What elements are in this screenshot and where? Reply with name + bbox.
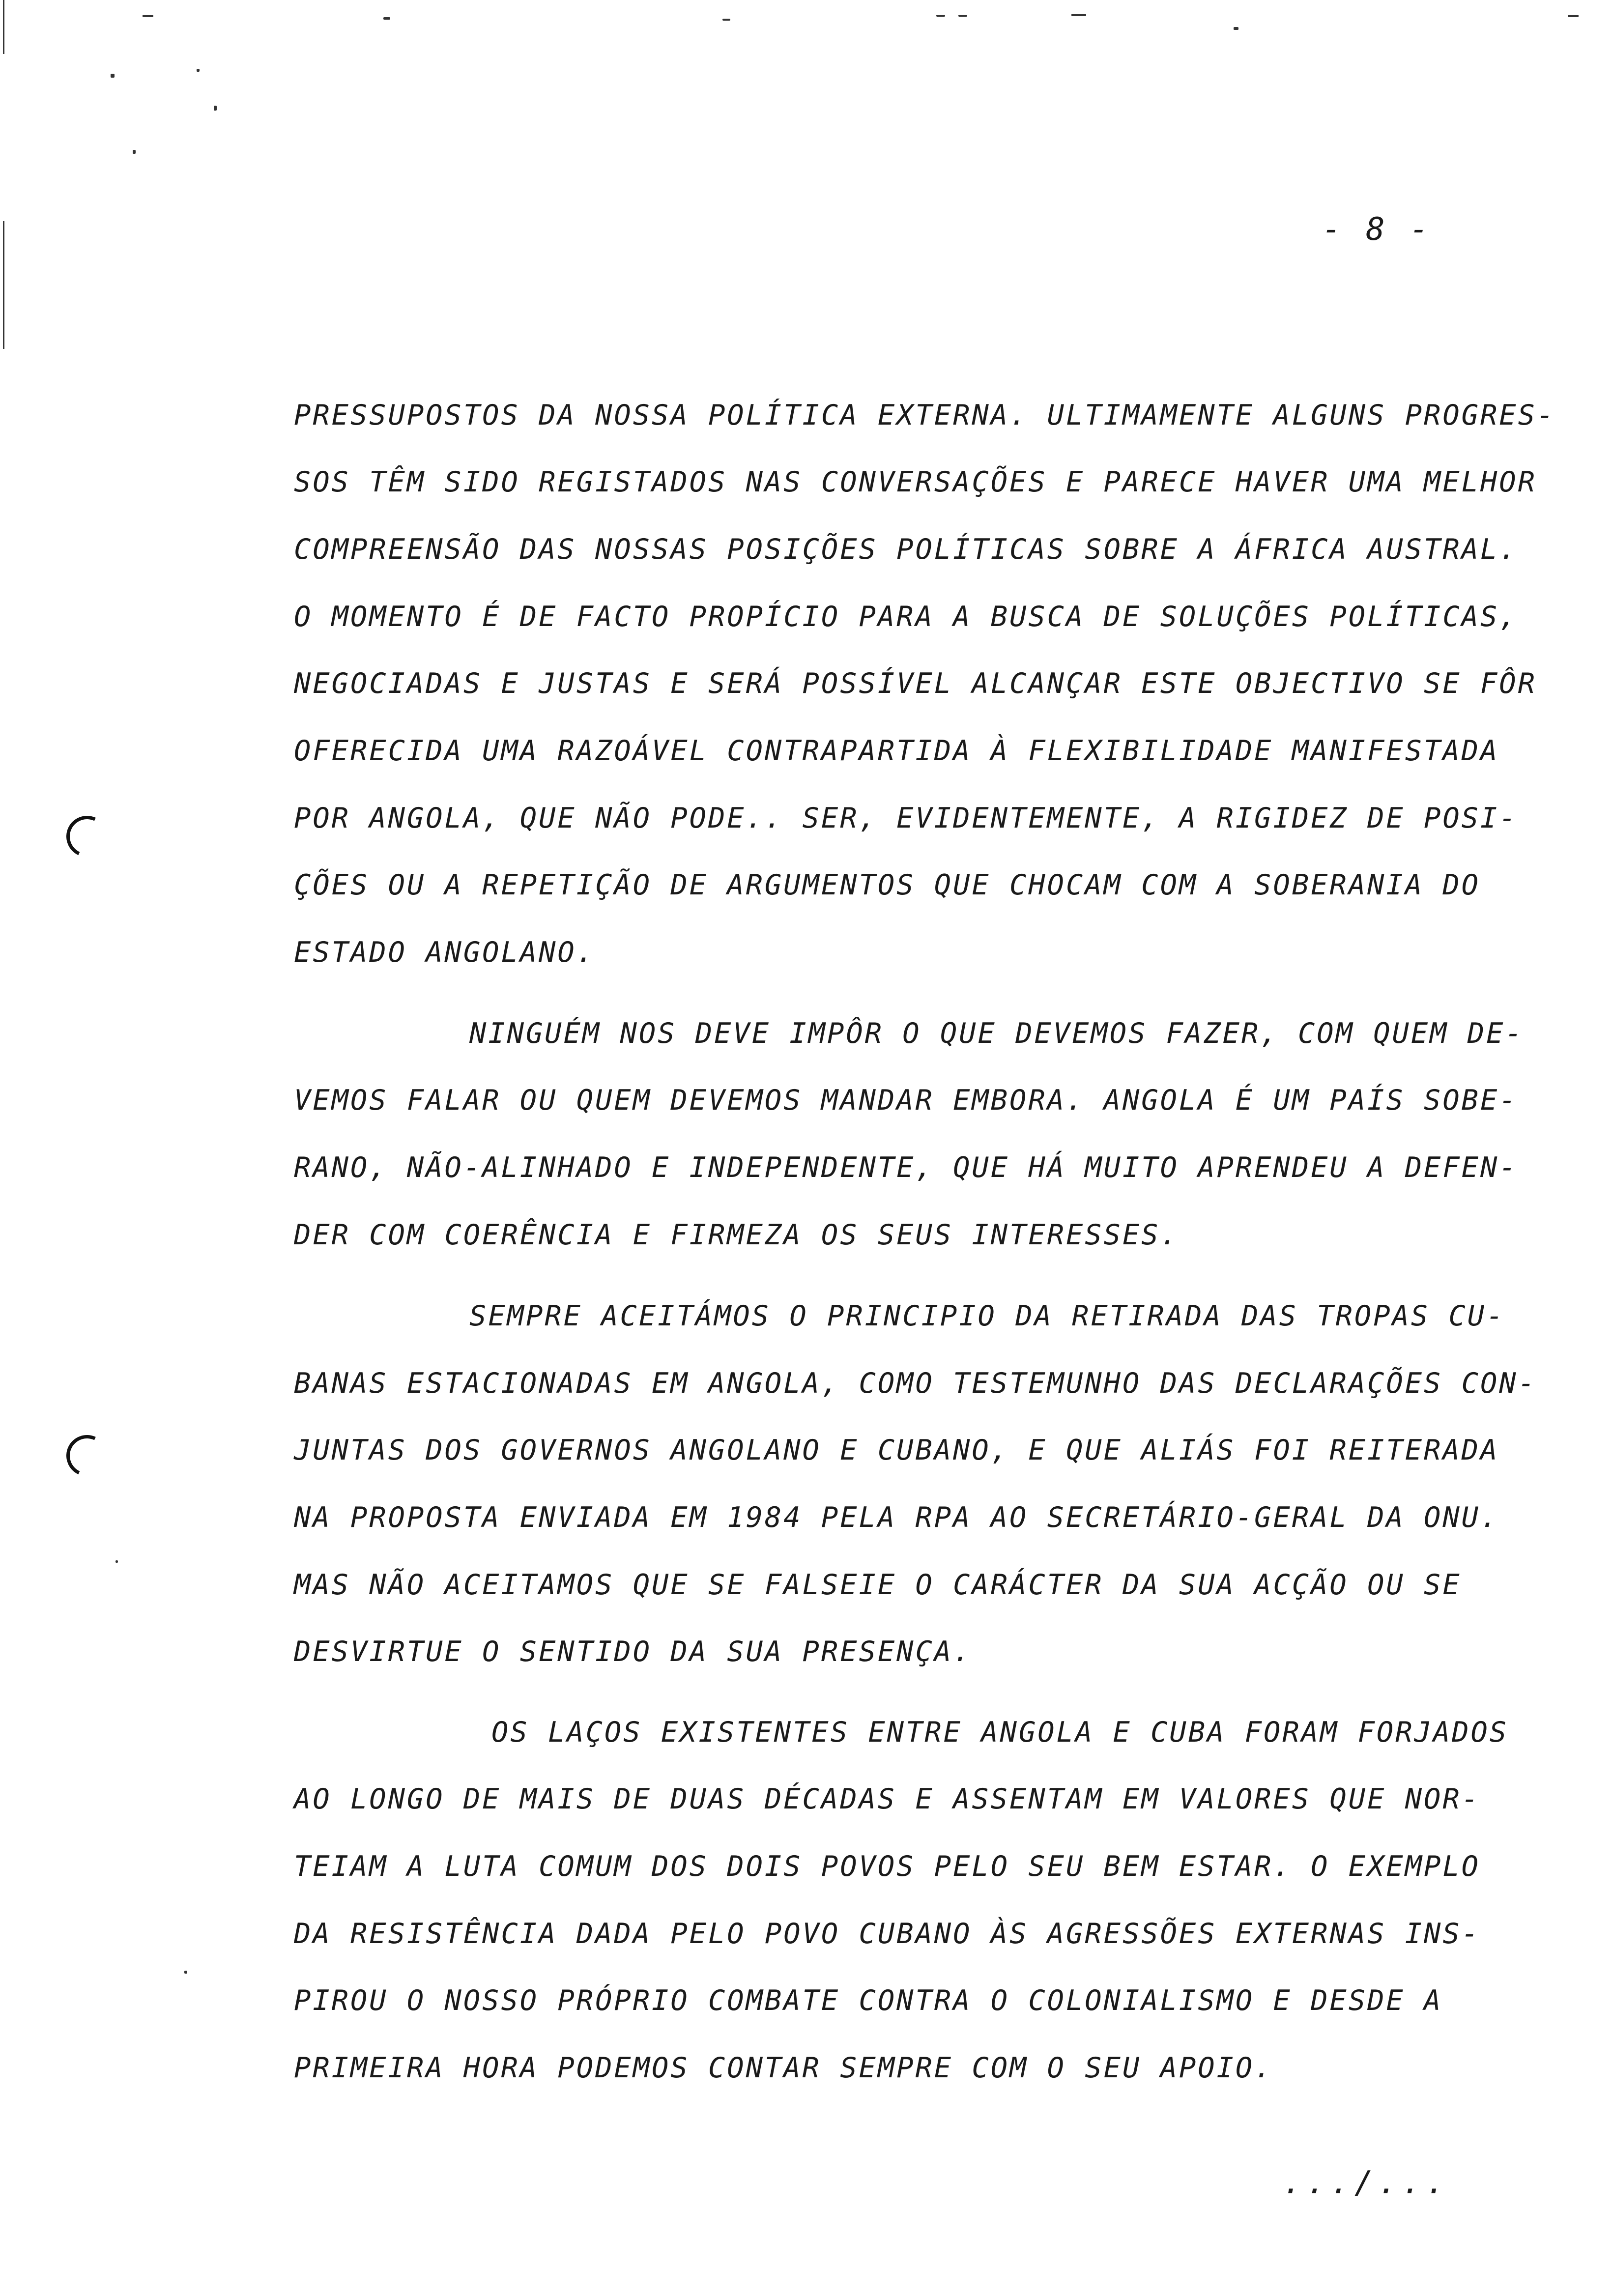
text-line: NINGUÉM NOS DEVE IMPÔR O QUE DEVEMOS FAZER, COM QUEM DE- xyxy=(469,1017,1524,1050)
text-line: MAS NÃO ACEITAMOS QUE SE FALSEIE O CARÁCTER DA SUA ACÇÃO OU SE xyxy=(294,1569,1462,1601)
text-line: RANO, NÃO-ALINHADO E INDEPENDENTE, QUE HÁ MUITO APRENDEU A DEFEN- xyxy=(294,1151,1518,1184)
page-number: - 8 - xyxy=(1322,211,1432,248)
scan-speck xyxy=(1234,27,1238,30)
text-line: TEIAM A LUTA COMUM DOS DOIS POVOS PELO SEU BEM ESTAR. O EXEMPLO xyxy=(294,1850,1480,1883)
scan-speck xyxy=(133,150,136,154)
text-line: BANAS ESTACIONADAS EM ANGOLA, COMO TESTEMUNHO DAS DECLARAÇÕES CON- xyxy=(294,1367,1537,1400)
text-line: PRESSUPOSTOS DA NOSSA POLÍTICA EXTERNA. ULTIMAMENTE ALGUNS PROGRES- xyxy=(294,399,1556,431)
scan-speck xyxy=(115,1560,118,1563)
scan-edge-line xyxy=(3,0,4,54)
text-line: JUNTAS DOS GOVERNOS ANGOLANO E CUBANO, E QUE ALIÁS FOI REITERADA xyxy=(294,1434,1499,1466)
continuation-mark: .../... xyxy=(1283,2165,1450,2201)
text-line: OS LAÇOS EXISTENTES ENTRE ANGOLA E CUBA FORAM FORJADOS xyxy=(491,1716,1509,1749)
text-line: DER COM COERÊNCIA E FIRMEZA OS SEUS INTERESSES. xyxy=(294,1219,1179,1251)
scan-speck xyxy=(111,74,115,78)
text-line: DA RESISTÊNCIA DADA PELO POVO CUBANO ÀS AGRESSÕES EXTERNAS INS- xyxy=(294,1918,1480,1950)
scan-edge-line xyxy=(3,221,4,349)
text-line: DESVIRTUE O SENTIDO DA SUA PRESENÇA. xyxy=(294,1636,972,1668)
scan-speck xyxy=(936,15,945,17)
scan-speck xyxy=(143,15,153,17)
text-line: VEMOS FALAR OU QUEM DEVEMOS MANDAR EMBORA. ANGOLA É UM PAÍS SOBE- xyxy=(294,1084,1518,1117)
binder-hole-mark xyxy=(60,1429,114,1482)
text-line: PRIMEIRA HORA PODEMOS CONTAR SEMPRE COM O SEU APOIO. xyxy=(294,2052,1273,2084)
scan-speck xyxy=(958,15,967,17)
text-line: POR ANGOLA, QUE NÃO PODE.. SER, EVIDENTEMENTE, A RIGIDEZ DE POSI- xyxy=(294,802,1518,834)
text-line: SOS TÊM SIDO REGISTADOS NAS CONVERSAÇÕES E PARECE HAVER UMA MELHOR xyxy=(294,466,1537,498)
scan-speck xyxy=(214,106,217,111)
binder-hole-mark xyxy=(60,810,114,863)
text-line: ÇÕES OU A REPETIÇÃO DE ARGUMENTOS QUE CHOCAM COM A SOBERANIA DO xyxy=(294,869,1480,901)
text-line: NEGOCIADAS E JUSTAS E SERÁ POSSÍVEL ALCANÇAR ESTE OBJECTIVO SE FÔR xyxy=(294,667,1537,700)
scan-speck xyxy=(197,69,200,72)
scan-speck xyxy=(1071,14,1086,16)
text-line: ESTADO ANGOLANO. xyxy=(294,936,596,969)
scan-speck xyxy=(1568,15,1579,17)
text-line: COMPREENSÃO DAS NOSSAS POSIÇÕES POLÍTICAS SOBRE A ÁFRICA AUSTRAL. xyxy=(294,533,1518,566)
scan-speck xyxy=(383,17,390,20)
text-line: O MOMENTO É DE FACTO PROPÍCIO PARA A BUSCA DE SOLUÇÕES POLÍTICAS, xyxy=(294,601,1518,633)
text-line: SEMPRE ACEITÁMOS O PRINCIPIO DA RETIRADA DAS TROPAS CU- xyxy=(469,1300,1505,1332)
text-line: NA PROPOSTA ENVIADA EM 1984 PELA RPA AO SECRETÁRIO-GERAL DA ONU. xyxy=(294,1501,1499,1534)
scan-speck xyxy=(722,19,730,21)
scan-speck xyxy=(184,1971,187,1974)
text-line: OFERECIDA UMA RAZOÁVEL CONTRAPARTIDA À FLEXIBILIDADE MANIFESTADA xyxy=(294,735,1499,767)
text-line: PIROU O NOSSO PRÓPRIO COMBATE CONTRA O COLONIALISMO E DESDE A xyxy=(294,1984,1443,2017)
text-line: AO LONGO DE MAIS DE DUAS DÉCADAS E ASSENTAM EM VALORES QUE NOR- xyxy=(294,1783,1480,1815)
